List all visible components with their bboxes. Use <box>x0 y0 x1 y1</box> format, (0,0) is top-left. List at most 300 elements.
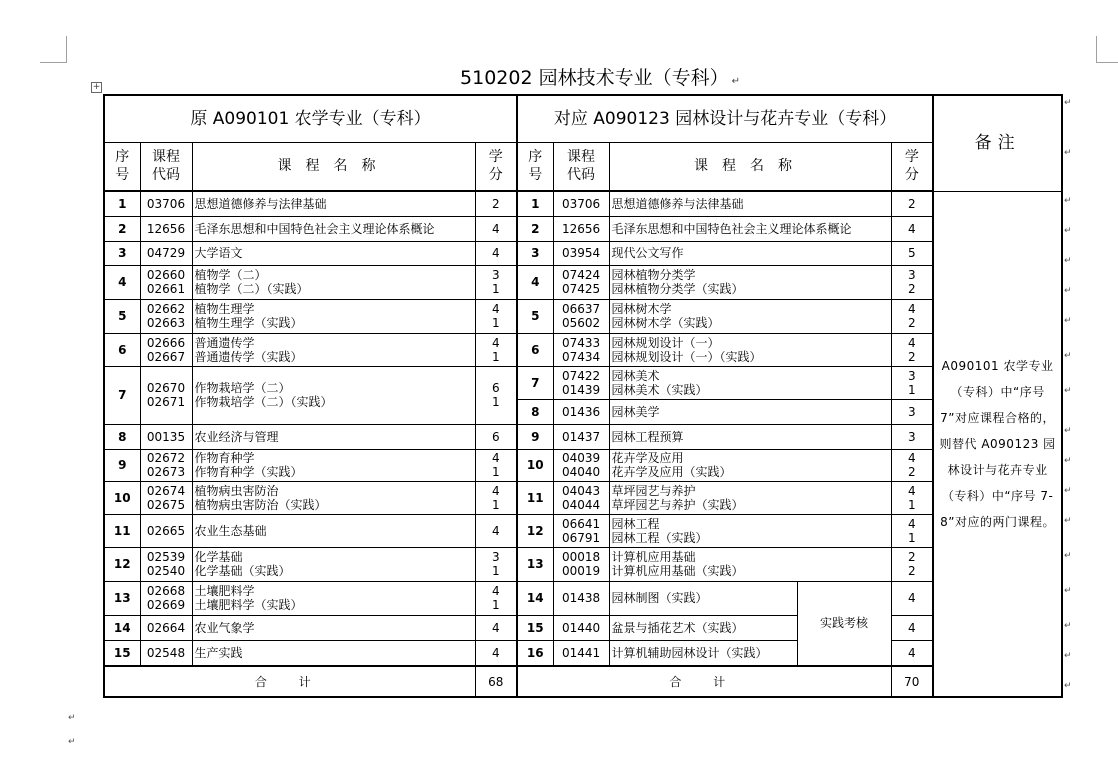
credit-cell <box>891 581 933 615</box>
table-body <box>104 95 1062 697</box>
credit-value: 4 <box>491 221 500 236</box>
row-number-text: 12 <box>526 523 544 538</box>
course-name-cell <box>609 424 891 449</box>
course-name-cell <box>609 615 797 640</box>
name-header-text: 课程名称 <box>694 158 807 175</box>
course-name: 草坪园艺与养护（实践） <box>611 497 744 512</box>
credit-value: 4 <box>907 645 916 660</box>
credit-value: 4 <box>491 451 500 465</box>
course-name: 作物育种学（实践） <box>194 465 303 479</box>
paragraph-mark-icon: ↵ <box>731 76 740 87</box>
course-name-cell <box>609 366 891 399</box>
practice-assessment-label: 实践考核 <box>820 616 869 631</box>
course-name: 植物生理学（实践） <box>194 316 303 330</box>
course-name: 园林工程 <box>611 516 660 531</box>
credit-value: 1 <box>491 598 500 612</box>
row-number-text: 6 <box>118 342 127 357</box>
row-number-text: 4 <box>531 275 540 289</box>
credit-value: 2 <box>907 316 916 330</box>
remarks-text: A090101 农学专业（专科）中“序号 7”对应课程合格的，则替代 A090123 园林设计与花卉专业（专科）中“序号 7-8”对应的两门课程。 <box>939 358 1056 529</box>
left-credit-header <box>475 142 517 191</box>
course-code: 01437 <box>561 429 601 444</box>
credit-value: 1 <box>491 564 500 578</box>
course-name: 普通遗传学 <box>194 335 255 350</box>
table-row <box>104 547 1062 581</box>
credit-value: 4 <box>907 335 916 350</box>
row-number <box>104 514 140 547</box>
credit-value: 1 <box>907 382 916 397</box>
course-code-cell <box>140 299 192 333</box>
course-name-cell <box>609 299 891 333</box>
row-number <box>104 640 140 666</box>
seq-header-line1: 序 <box>528 149 543 166</box>
row-number <box>104 615 140 640</box>
crop-mark-top-left-h <box>40 62 67 63</box>
row-number <box>517 424 553 449</box>
course-mapping-table <box>103 94 1063 698</box>
course-name-cell <box>192 265 475 299</box>
course-code-cell <box>140 424 192 449</box>
credit-cell <box>891 299 933 333</box>
course-code-cell <box>140 216 192 241</box>
course-name-cell <box>609 449 891 481</box>
row-number <box>517 481 553 514</box>
course-code: 01440 <box>561 620 601 635</box>
course-name: 现代公文写作 <box>611 246 684 260</box>
credit-cell <box>475 333 517 366</box>
row-number <box>104 241 140 265</box>
course-name: 作物栽培学（二） <box>194 381 291 395</box>
course-name-cell <box>609 191 891 216</box>
credit-value: 2 <box>491 196 500 211</box>
code-header-line2: 代码 <box>152 167 180 184</box>
credit-cell <box>475 615 517 640</box>
credit-header-line2: 分 <box>488 167 503 184</box>
course-code-cell <box>140 191 192 216</box>
row-number-text: 10 <box>526 458 544 472</box>
table-row <box>104 241 1062 265</box>
course-name: 农业生态基础 <box>194 523 267 538</box>
row-number <box>104 333 140 366</box>
course-code-cell <box>553 333 609 366</box>
course-code: 02539 <box>146 550 186 564</box>
left-section-title <box>104 95 517 142</box>
course-name-cell <box>192 191 475 216</box>
row-number-text: 1 <box>531 196 540 211</box>
table-row <box>104 333 1062 366</box>
row-number-text: 14 <box>526 591 544 605</box>
row-number <box>517 265 553 299</box>
row-number <box>517 299 553 333</box>
course-code-cell <box>553 191 609 216</box>
course-name: 植物学（二）（实践） <box>194 282 309 296</box>
credit-value: 2 <box>907 564 916 578</box>
course-code-cell <box>140 265 192 299</box>
row-number <box>517 547 553 581</box>
course-name: 土壤肥料学（实践） <box>194 598 303 612</box>
left-section-title-text: 原 A090101 农学专业（专科） <box>190 108 431 129</box>
remarks-cell <box>933 191 1062 697</box>
credit-value: 1 <box>907 530 916 545</box>
course-code: 00019 <box>561 564 601 578</box>
code-header-line2: 代码 <box>567 167 596 184</box>
course-code-cell <box>553 615 609 640</box>
table-row <box>104 581 1062 615</box>
credit-value: 6 <box>491 429 500 444</box>
course-code-cell <box>553 547 609 581</box>
row-number <box>517 449 553 481</box>
course-name: 园林树木学（实践） <box>611 316 720 330</box>
credit-value: 4 <box>491 335 500 350</box>
credit-value: 4 <box>491 523 500 538</box>
course-name: 园林工程（实践） <box>611 530 708 545</box>
table-row <box>104 424 1062 449</box>
course-name-cell <box>609 640 797 666</box>
credit-value: 5 <box>907 246 916 260</box>
credit-value: 3 <box>907 368 916 383</box>
course-name-cell <box>192 299 475 333</box>
course-code: 07434 <box>561 349 601 364</box>
remarks-header-text: 备注 <box>974 133 1021 154</box>
left-total-value <box>475 666 517 697</box>
row-number-text: 6 <box>531 342 540 357</box>
row-number-text: 2 <box>531 221 540 236</box>
row-number <box>517 333 553 366</box>
row-number-text: 11 <box>113 523 131 538</box>
table-row <box>104 514 1062 547</box>
course-name: 计算机应用基础 <box>611 550 696 564</box>
course-code: 02662 <box>146 302 186 316</box>
credit-value: 1 <box>491 349 500 364</box>
course-code: 02668 <box>146 584 186 598</box>
course-name-cell <box>609 333 891 366</box>
credit-value: 1 <box>491 395 500 409</box>
course-name-cell <box>609 216 891 241</box>
right-total-value <box>891 666 933 697</box>
credit-cell <box>891 265 933 299</box>
course-name-cell <box>609 241 891 265</box>
course-code-cell <box>553 299 609 333</box>
row-number <box>517 191 553 216</box>
row-number <box>104 547 140 581</box>
course-code-cell <box>140 333 192 366</box>
credit-value: 4 <box>491 246 500 260</box>
credit-cell <box>475 191 517 216</box>
row-number <box>517 216 553 241</box>
credit-value: 3 <box>907 404 916 419</box>
row-number-text: 4 <box>118 275 127 289</box>
credit-cell <box>891 615 933 640</box>
document-title-text: 510202 园林技术专业（专科） <box>460 67 729 89</box>
credit-value: 2 <box>907 465 916 479</box>
course-code: 02548 <box>146 645 186 660</box>
table-row <box>104 299 1062 333</box>
credit-cell <box>475 481 517 514</box>
course-code-cell <box>140 241 192 265</box>
row-number-text: 15 <box>526 620 544 635</box>
course-name-cell <box>192 449 475 481</box>
credit-value: 2 <box>907 196 916 211</box>
course-code-cell <box>140 366 192 424</box>
table-row <box>104 615 1062 640</box>
credit-cell <box>891 191 933 216</box>
course-name-cell <box>192 514 475 547</box>
table-row <box>104 449 1062 481</box>
left-total-label <box>104 666 475 697</box>
credit-value: 4 <box>907 516 916 531</box>
seq-header-line1: 序 <box>115 149 130 166</box>
course-code: 12656 <box>561 221 601 236</box>
course-name-cell <box>609 399 891 424</box>
credit-cell <box>891 424 933 449</box>
course-name: 毛泽东思想和中国特色社会主义理论体系概论 <box>194 221 435 236</box>
row-number <box>104 449 140 481</box>
row-number-text: 8 <box>118 429 127 444</box>
row-number-text: 9 <box>531 429 540 444</box>
course-name: 盆景与插花艺术（实践） <box>611 620 744 635</box>
right-total-label <box>517 666 891 697</box>
left-seq-header <box>104 142 140 191</box>
course-code-cell <box>140 581 192 615</box>
course-name-cell <box>192 481 475 514</box>
crop-mark-top-right-v <box>1096 36 1097 62</box>
credit-value: 1 <box>491 465 500 479</box>
course-code: 02664 <box>146 620 186 635</box>
row-number-text: 9 <box>118 458 127 472</box>
course-name: 农业气象学 <box>194 620 255 635</box>
course-code: 04039 <box>561 451 601 465</box>
course-name: 思想道德修养与法律基础 <box>194 196 327 211</box>
course-code-cell <box>553 640 609 666</box>
course-code: 06791 <box>561 530 601 545</box>
table-row <box>104 216 1062 241</box>
credit-cell <box>475 581 517 615</box>
credit-cell <box>891 514 933 547</box>
course-code: 02666 <box>146 335 186 350</box>
row-number-text: 5 <box>531 309 540 323</box>
right-code-header <box>553 142 609 191</box>
course-code: 02674 <box>146 483 186 498</box>
credit-value: 4 <box>491 302 500 316</box>
course-code-cell <box>140 640 192 666</box>
course-code: 02540 <box>146 564 186 578</box>
row-number-text: 13 <box>113 591 131 605</box>
row-number <box>517 581 553 615</box>
course-code: 04040 <box>561 465 601 479</box>
course-code: 02670 <box>146 381 186 395</box>
row-number <box>104 581 140 615</box>
course-name: 计算机应用基础（实践） <box>611 564 744 578</box>
credit-header-line2: 分 <box>904 167 919 184</box>
course-code-cell <box>553 366 609 399</box>
row-number <box>517 514 553 547</box>
row-number-text: 3 <box>531 246 540 260</box>
course-name: 化学基础 <box>194 550 243 564</box>
course-code: 07424 <box>561 268 601 282</box>
credit-cell <box>475 514 517 547</box>
course-code: 04044 <box>561 497 601 512</box>
row-number <box>104 265 140 299</box>
row-number-text: 14 <box>113 620 131 635</box>
course-name-cell <box>192 333 475 366</box>
course-code-cell <box>553 399 609 424</box>
course-name: 园林树木学 <box>611 302 672 316</box>
left-total-text: 68 <box>488 674 504 689</box>
course-name-cell <box>192 547 475 581</box>
credit-cell <box>891 547 933 581</box>
course-name: 植物生理学 <box>194 302 255 316</box>
row-number-text: 15 <box>113 645 131 660</box>
course-name: 化学基础（实践） <box>194 564 291 578</box>
course-code: 00018 <box>561 550 601 564</box>
name-header-text: 课程名称 <box>277 158 390 175</box>
credit-cell <box>891 333 933 366</box>
course-name: 思想道德修养与法律基础 <box>611 196 744 211</box>
practice-assessment-cell <box>797 581 891 666</box>
right-name-header <box>609 142 891 191</box>
course-name-cell <box>192 424 475 449</box>
credit-value: 6 <box>491 381 500 395</box>
row-number-text: 2 <box>118 221 127 236</box>
course-code-cell <box>553 424 609 449</box>
credit-value: 4 <box>907 451 916 465</box>
row-number <box>104 481 140 514</box>
table-row <box>104 191 1062 216</box>
credit-value: 1 <box>491 497 500 512</box>
credit-value: 1 <box>491 282 500 296</box>
course-name: 园林规划设计（一）（实践） <box>611 349 762 364</box>
course-name: 生产实践 <box>194 645 243 660</box>
course-code-cell <box>553 481 609 514</box>
credit-value: 1 <box>491 316 500 330</box>
course-code: 02671 <box>146 395 186 409</box>
course-code: 04729 <box>146 246 186 260</box>
row-number <box>517 615 553 640</box>
course-code-cell <box>553 241 609 265</box>
credit-value: 4 <box>491 483 500 498</box>
course-name: 土壤肥料学 <box>194 584 255 598</box>
course-code: 04043 <box>561 483 601 498</box>
right-credit-header <box>891 142 933 191</box>
crop-mark-top-right-h <box>1096 62 1118 63</box>
course-name: 园林规划设计（一） <box>611 335 720 350</box>
course-name: 园林工程预算 <box>611 429 684 444</box>
course-code: 01438 <box>561 591 601 605</box>
course-name: 作物育种学 <box>194 451 255 465</box>
course-code: 01436 <box>561 404 601 419</box>
row-number-text: 16 <box>526 645 544 660</box>
course-code: 02675 <box>146 497 186 512</box>
course-code: 02660 <box>146 268 186 282</box>
row-number-text: 8 <box>531 404 540 419</box>
course-name-cell <box>192 241 475 265</box>
course-code: 02673 <box>146 465 186 479</box>
credit-value: 3 <box>491 550 500 564</box>
credit-cell <box>891 399 933 424</box>
row-number <box>517 366 553 399</box>
credit-cell <box>891 640 933 666</box>
table-anchor-handle-icon[interactable]: + <box>92 82 101 92</box>
table-row <box>104 265 1062 299</box>
row-number <box>104 299 140 333</box>
right-section-title-text: 对应 A090123 园林设计与花卉专业（专科） <box>553 108 897 129</box>
course-code: 07433 <box>561 335 601 350</box>
row-number-text: 3 <box>118 246 127 260</box>
credit-header-line1: 学 <box>488 149 503 166</box>
course-name-cell <box>609 481 891 514</box>
remarks-header <box>933 95 1062 191</box>
row-number <box>104 424 140 449</box>
course-name-cell <box>609 581 797 615</box>
row-number-text: 13 <box>526 557 544 571</box>
course-code-cell <box>553 514 609 547</box>
course-code: 02665 <box>146 523 186 538</box>
total-label-text: 合 计 <box>254 674 325 689</box>
row-number-text: 11 <box>526 490 544 505</box>
credit-value: 4 <box>907 221 916 236</box>
credit-value: 4 <box>491 620 500 635</box>
credit-value: 3 <box>491 268 500 282</box>
course-code: 02661 <box>146 282 186 296</box>
credit-value: 3 <box>907 429 916 444</box>
course-name: 园林植物分类学 <box>611 268 696 282</box>
course-code-cell <box>553 265 609 299</box>
course-code: 06637 <box>561 302 601 316</box>
course-name-cell <box>609 265 891 299</box>
course-code-cell <box>140 481 192 514</box>
course-code: 05602 <box>561 316 601 330</box>
course-code: 00135 <box>146 429 186 444</box>
credit-value: 4 <box>907 483 916 498</box>
course-name: 园林制图（实践） <box>611 591 708 605</box>
course-name: 植物病虫害防治 <box>194 483 279 498</box>
credit-value: 2 <box>907 282 916 296</box>
course-code: 12656 <box>146 221 186 236</box>
credit-cell <box>891 449 933 481</box>
credit-cell <box>891 366 933 399</box>
course-name: 普通遗传学（实践） <box>194 349 303 364</box>
credit-cell <box>475 366 517 424</box>
course-code: 02667 <box>146 349 186 364</box>
seq-header-line2: 号 <box>115 167 130 184</box>
total-row <box>104 666 1062 697</box>
course-name: 园林美术（实践） <box>611 382 708 397</box>
row-number <box>104 216 140 241</box>
course-code: 02663 <box>146 316 186 330</box>
course-code: 07425 <box>561 282 601 296</box>
row-number <box>517 640 553 666</box>
course-code: 02669 <box>146 598 186 612</box>
course-code: 01439 <box>561 382 601 397</box>
course-name: 园林美学 <box>611 404 660 419</box>
seq-header-line2: 号 <box>528 167 543 184</box>
row-number-text: 1 <box>118 196 127 211</box>
credit-cell <box>475 265 517 299</box>
row-number-text: 5 <box>118 309 127 323</box>
credit-cell <box>475 216 517 241</box>
course-name-cell <box>192 640 475 666</box>
right-total-text: 70 <box>904 674 920 689</box>
course-name-cell <box>192 366 475 424</box>
course-code-cell <box>553 216 609 241</box>
credit-cell <box>891 481 933 514</box>
document-title <box>400 66 800 94</box>
course-name: 花卉学及应用（实践） <box>611 465 732 479</box>
course-name: 植物病虫害防治（实践） <box>194 497 327 512</box>
credit-header-line1: 学 <box>904 149 919 166</box>
row-number-text: 12 <box>113 557 131 571</box>
code-header-line1: 课程 <box>567 149 596 166</box>
